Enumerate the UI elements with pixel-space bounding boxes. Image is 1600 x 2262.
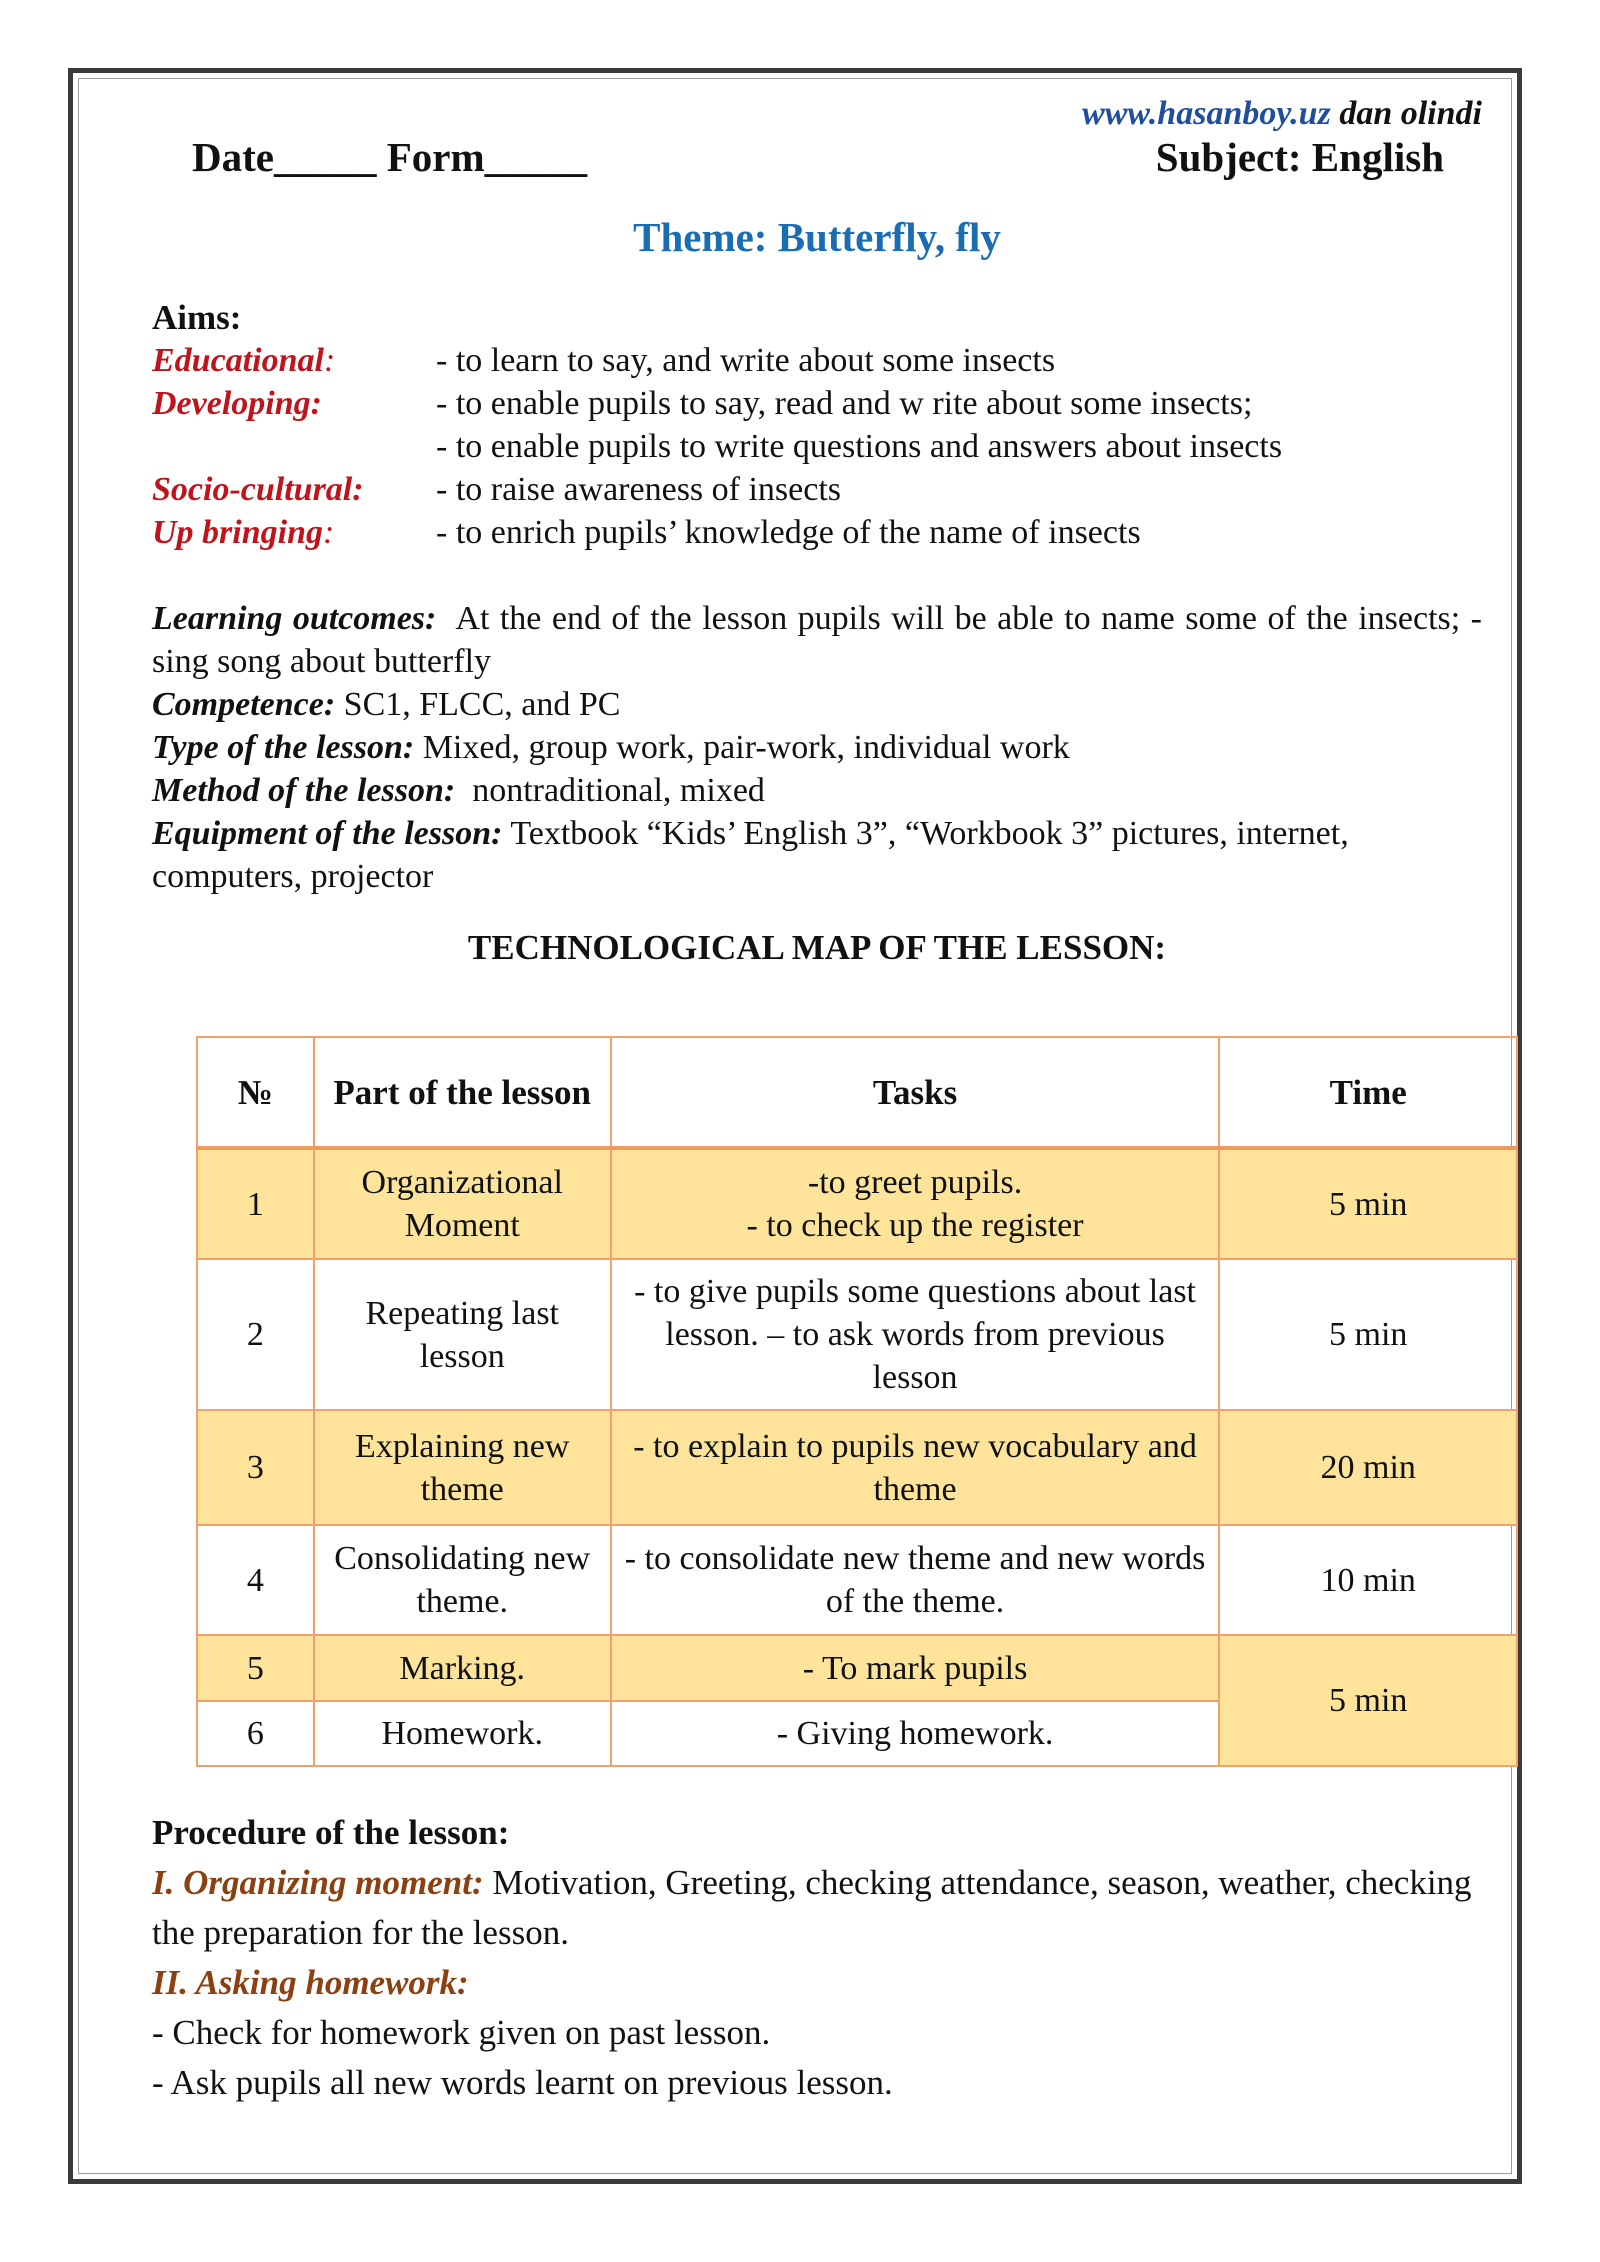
source-line [152,92,1482,136]
row-part: Repeating last lesson [314,1259,611,1410]
aim-developing-2 [152,425,1482,468]
table-row [197,1635,1517,1701]
subject-label: Subject: English [1155,134,1444,180]
row-tasks: - Giving homework. [611,1701,1220,1766]
aim-text: - to enable pupils to write questions and answers about insects [436,428,1283,465]
lesson-method [152,769,1482,812]
row-time: 10 min [1219,1525,1517,1635]
header-row [152,132,1482,182]
table-row [197,1148,1517,1259]
aim-text: - to raise awareness of insects [436,471,842,508]
aim-developing [152,382,1482,425]
row-part: Explaining new theme [314,1410,611,1525]
lesson-equipment-label: Equipment of the lesson: [152,815,503,852]
row-number: 2 [197,1259,314,1410]
header-time: Time [1219,1037,1517,1148]
row-tasks: - to explain to pupils new vocabulary and theme [611,1410,1220,1525]
lesson-type-label: Type of the lesson: [152,729,415,766]
learning-outcomes-text: At the end of the lesson pupils will be able to name some of the insects; - sing song about butterfly [152,600,1482,680]
tech-map-title: TECHNOLOGICAL MAP OF THE LESSON: [467,928,1167,967]
row-number: 6 [197,1701,314,1766]
row-number: 4 [197,1525,314,1635]
aim-label [152,425,436,468]
competence-text: SC1, FLCC, and PC [343,686,621,723]
procedure-title: Procedure of the lesson: [152,1813,510,1852]
header-number: № [197,1037,314,1148]
lesson-plan [152,92,1482,969]
procedure-section-1 [152,1858,1482,1958]
table-row [197,1259,1517,1410]
section-2-label: II. Asking homework: [152,1963,469,2002]
learning-outcomes-label: Learning outcomes: [152,600,437,637]
date-form-field: Date_____ Form_____ [192,134,588,180]
row-part: Consolidating new theme. [314,1525,611,1635]
table-row [197,1410,1517,1525]
section-1-label: I. Organizing moment: [152,1863,484,1902]
aim-label: Educational [152,342,324,379]
lesson-type [152,726,1482,769]
competence [152,683,1482,726]
row-part: Organizational Moment [314,1148,611,1259]
row-time: 5 min [1219,1259,1517,1410]
header-part: Part of the lesson [314,1037,611,1148]
section-2-line: - Ask pupils all new words learnt on previous lesson. [152,2063,893,2102]
row-tasks: - To mark pupils [611,1635,1220,1701]
row-number: 3 [197,1410,314,1525]
row-time: 20 min [1219,1410,1517,1525]
row-number: 1 [197,1148,314,1259]
lesson-method-label: Method of the lesson: [152,772,456,809]
aim-label: Up bringing [152,514,323,551]
section-2-line: - Check for homework given on past lesson. [152,2013,771,2052]
aim-text: - to enable pupils to say, read and w rite about some insects; [436,385,1253,422]
tech-map-table [196,1036,1518,1767]
table-header-row [197,1037,1517,1148]
header-tasks: Tasks [611,1037,1220,1148]
competence-label: Competence: [152,686,336,723]
row-tasks: - to give pupils some questions about last lesson. – to ask words from previous lesson [611,1259,1220,1410]
aim-text: - to learn to say, and write about some insects [436,342,1056,379]
source-url[interactable]: www.hasanboy.uz [1082,95,1331,132]
row-tasks: -to greet pupils. - to check up the register [611,1148,1220,1259]
aim-educational: Educational: - to learn to say, and write about some insects [152,339,1482,382]
lesson-type-text: Mixed, group work, pair-work, individual work [422,729,1070,766]
aim-label: Developing: [152,385,322,422]
aim-text: - to enrich pupils’ knowledge of the name of insects [436,514,1141,551]
procedure [152,1808,1482,2108]
aim-upbringing: Up bringing: - to enrich pupils’ knowledge of the name of insects [152,511,1482,554]
row-part: Homework. [314,1701,611,1766]
aims-title: Aims: [152,298,242,337]
row-part: Marking. [314,1635,611,1701]
lesson-method-text: nontraditional, mixed [472,772,765,809]
row-time: 5 min [1219,1148,1517,1259]
lesson-equipment-text: Textbook “Kids’ English 3”, “Workbook 3” pictures, internet, computers, projector [152,815,1349,895]
row-time: 5 min [1219,1635,1517,1766]
aim-socio-cultural [152,468,1482,511]
source-suffix: dan olindi [1339,95,1482,132]
row-number: 5 [197,1635,314,1701]
row-tasks: - to consolidate new theme and new words of the theme. [611,1525,1220,1635]
learning-outcomes [152,597,1482,683]
lesson-equipment [152,812,1482,898]
aim-label: Socio-cultural: [152,471,364,508]
section-1-text: Motivation, Greeting, checking attendance, season, weather, checking the preparation for the lesson. [152,1863,1472,1952]
lesson-theme: Theme: Butterfly, fly [633,214,1001,260]
table-row [197,1525,1517,1635]
